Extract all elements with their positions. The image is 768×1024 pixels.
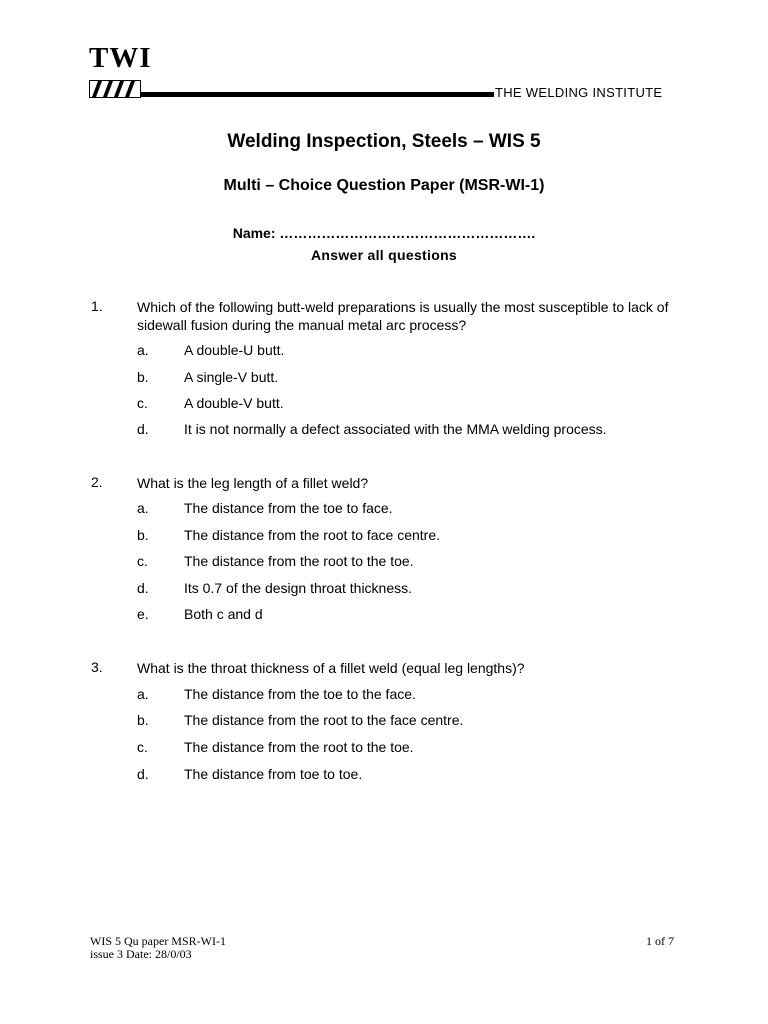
option-text: The distance from the root to the toe. — [184, 739, 414, 755]
institute-name: THE WELDING INSTITUTE — [495, 85, 663, 100]
option-text: Its 0.7 of the design throat thickness. — [184, 580, 413, 596]
option-text: Both c and d — [184, 606, 263, 622]
instruction-text: Answer all questions — [310, 247, 458, 263]
question-number: 1. — [91, 298, 103, 314]
option-text: A single-V butt. — [184, 369, 279, 385]
option-letter: d. — [137, 580, 149, 596]
option-letter: a. — [137, 342, 149, 358]
question-text: What is the throat thickness of a fillet weld (equal leg lengths)? — [137, 660, 525, 676]
footer-doc-ref: WIS 5 Qu paper MSR-WI-1 — [90, 934, 226, 948]
name-field: Name: ………………………………………………. — [232, 225, 536, 241]
question-number: 2. — [91, 474, 103, 490]
option-letter: c. — [137, 553, 148, 569]
question-number: 3. — [91, 659, 103, 675]
document-subtitle: Multi – Choice Question Paper (MSR-WI-1) — [223, 177, 545, 194]
twi-logo-mark — [89, 80, 141, 98]
header-rule — [140, 92, 494, 97]
option-letter: e. — [137, 606, 149, 622]
option-letter: c. — [137, 395, 148, 411]
option-text: The distance from the root to face centre. — [184, 527, 441, 543]
option-text: The distance from toe to toe. — [184, 766, 363, 782]
option-letter: b. — [137, 712, 149, 728]
option-text: It is not normally a defect associated with the MMA welding process. — [184, 421, 607, 437]
option-text: The distance from the toe to face. — [184, 500, 393, 516]
option-text: The distance from the root to the toe. — [184, 553, 414, 569]
footer-issue: issue 3 Date: 28/0/03 — [90, 947, 192, 961]
option-letter: d. — [137, 421, 149, 437]
option-text: The distance from the toe to the face. — [184, 686, 416, 702]
option-letter: a. — [137, 686, 149, 702]
option-text: The distance from the root to the face centre. — [184, 712, 464, 728]
option-text: A double-U butt. — [184, 342, 285, 358]
document-title: Welding Inspection, Steels – WIS 5 — [227, 131, 541, 152]
option-letter: a. — [137, 500, 149, 516]
option-letter: c. — [137, 739, 148, 755]
option-text: A double-V butt. — [184, 395, 284, 411]
question-text: Which of the following butt-weld preparations is usually the most susceptible to lack of sidewall fusion during the manual metal arc process? — [137, 299, 669, 333]
option-letter: d. — [137, 766, 149, 782]
twi-logo-text: TWI — [89, 42, 152, 74]
footer-page-number: 1 of 7 — [646, 934, 674, 948]
question-text: What is the leg length of a fillet weld? — [137, 475, 369, 491]
option-letter: b. — [137, 527, 149, 543]
option-letter: b. — [137, 369, 149, 385]
